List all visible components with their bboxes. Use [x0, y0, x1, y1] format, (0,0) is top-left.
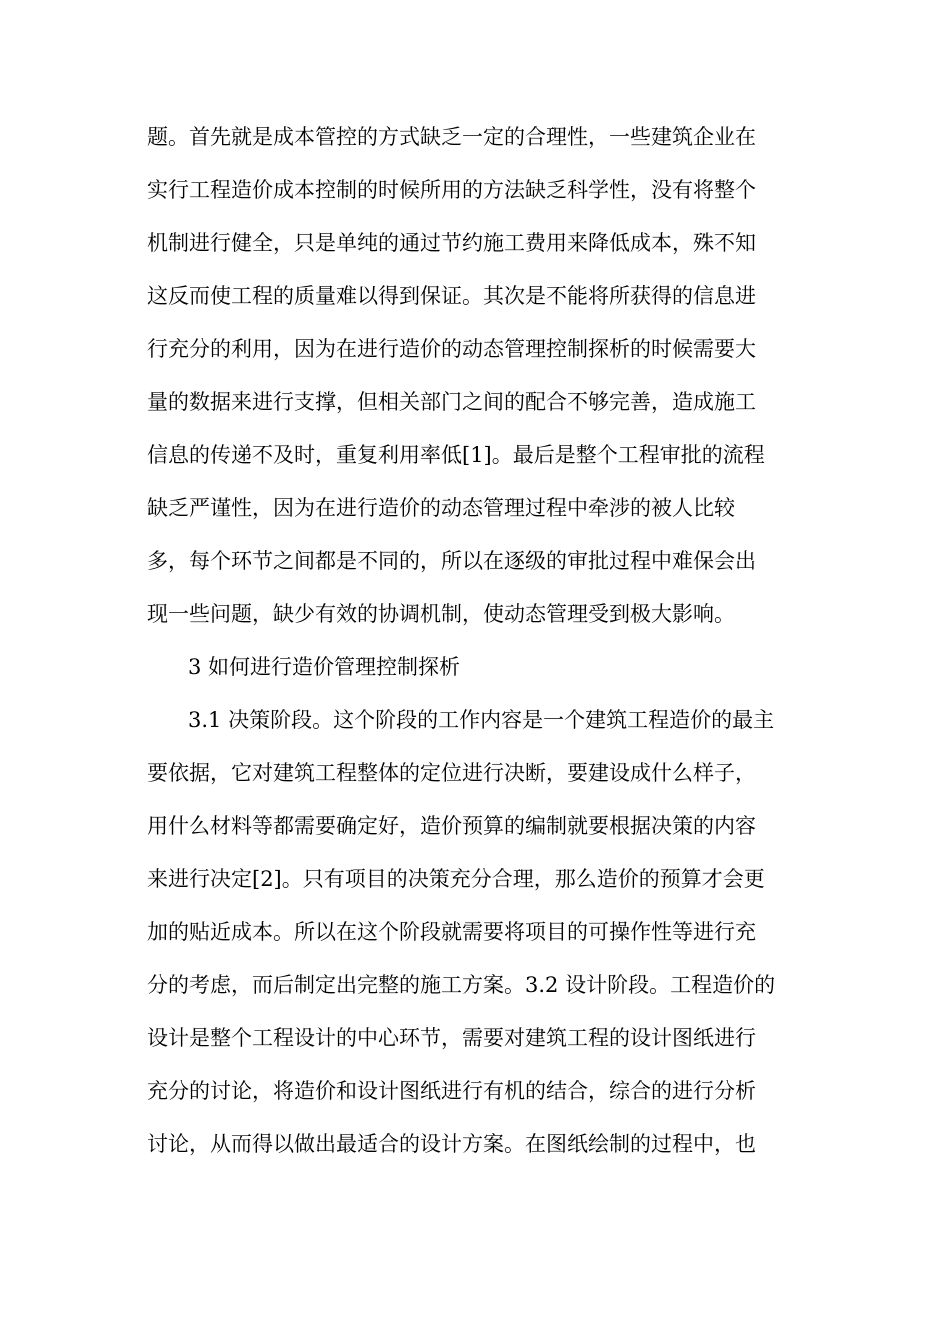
text-line: 机制进行健全，只是单纯的通过节约施工费用来降低成本，殊不知: [147, 231, 756, 255]
text-line: 充分的讨论，将造价和设计图纸进行有机的结合，综合的进行分析: [147, 1079, 756, 1103]
text-line: 行充分的利用，因为在进行造价的动态管理控制探析的时候需要大: [147, 337, 756, 361]
text-line: 这反而使工程的质量难以得到保证。其次是不能将所获得的信息进: [147, 284, 756, 308]
text-line: 来进行决定[2]。只有项目的决策充分合理，那么造价的预算才会更: [147, 867, 765, 891]
text-line: 实行工程造价成本控制的时候所用的方法缺乏科学性，没有将整个: [147, 178, 756, 202]
text-line: 用什么材料等都需要确定好，造价预算的编制就要根据决策的内容: [147, 814, 756, 838]
text-line: 量的数据来进行支撑，但相关部门之间的配合不够完善，造成施工: [147, 390, 756, 414]
text-line: 信息的传递不及时，重复利用率低[1]。最后是整个工程审批的流程: [147, 443, 765, 467]
text-line: 讨论，从而得以做出最适合的设计方案。在图纸绘制的过程中，也: [147, 1132, 756, 1156]
text-line: 题。首先就是成本管控的方式缺乏一定的合理性，一些建筑企业在: [147, 125, 756, 149]
text-line: 多，每个环节之间都是不同的，所以在逐级的审批过程中难保会出: [147, 549, 756, 573]
text-line: 加的贴近成本。所以在这个阶段就需要将项目的可操作性等进行充: [147, 920, 756, 944]
text-line: 要依据，它对建筑工程整体的定位进行决断，要建设成什么样子，: [147, 761, 756, 785]
text-line: 设计是整个工程设计的中心环节，需要对建筑工程的设计图纸进行: [147, 1026, 756, 1050]
text-line: 现一些问题，缺少有效的协调机制，使动态管理受到极大影响。: [147, 602, 735, 626]
text-line: 分的考虑，而后制定出完整的施工方案。3.2 设计阶段。工程造价的: [147, 973, 776, 997]
section-heading: 3 如何进行造价管理控制探析: [188, 655, 461, 679]
text-line: 3.1 决策阶段。这个阶段的工作内容是一个建筑工程造价的最主: [188, 708, 775, 732]
text-line: 缺乏严谨性，因为在进行造价的动态管理过程中牵涉的被人比较: [147, 496, 735, 520]
